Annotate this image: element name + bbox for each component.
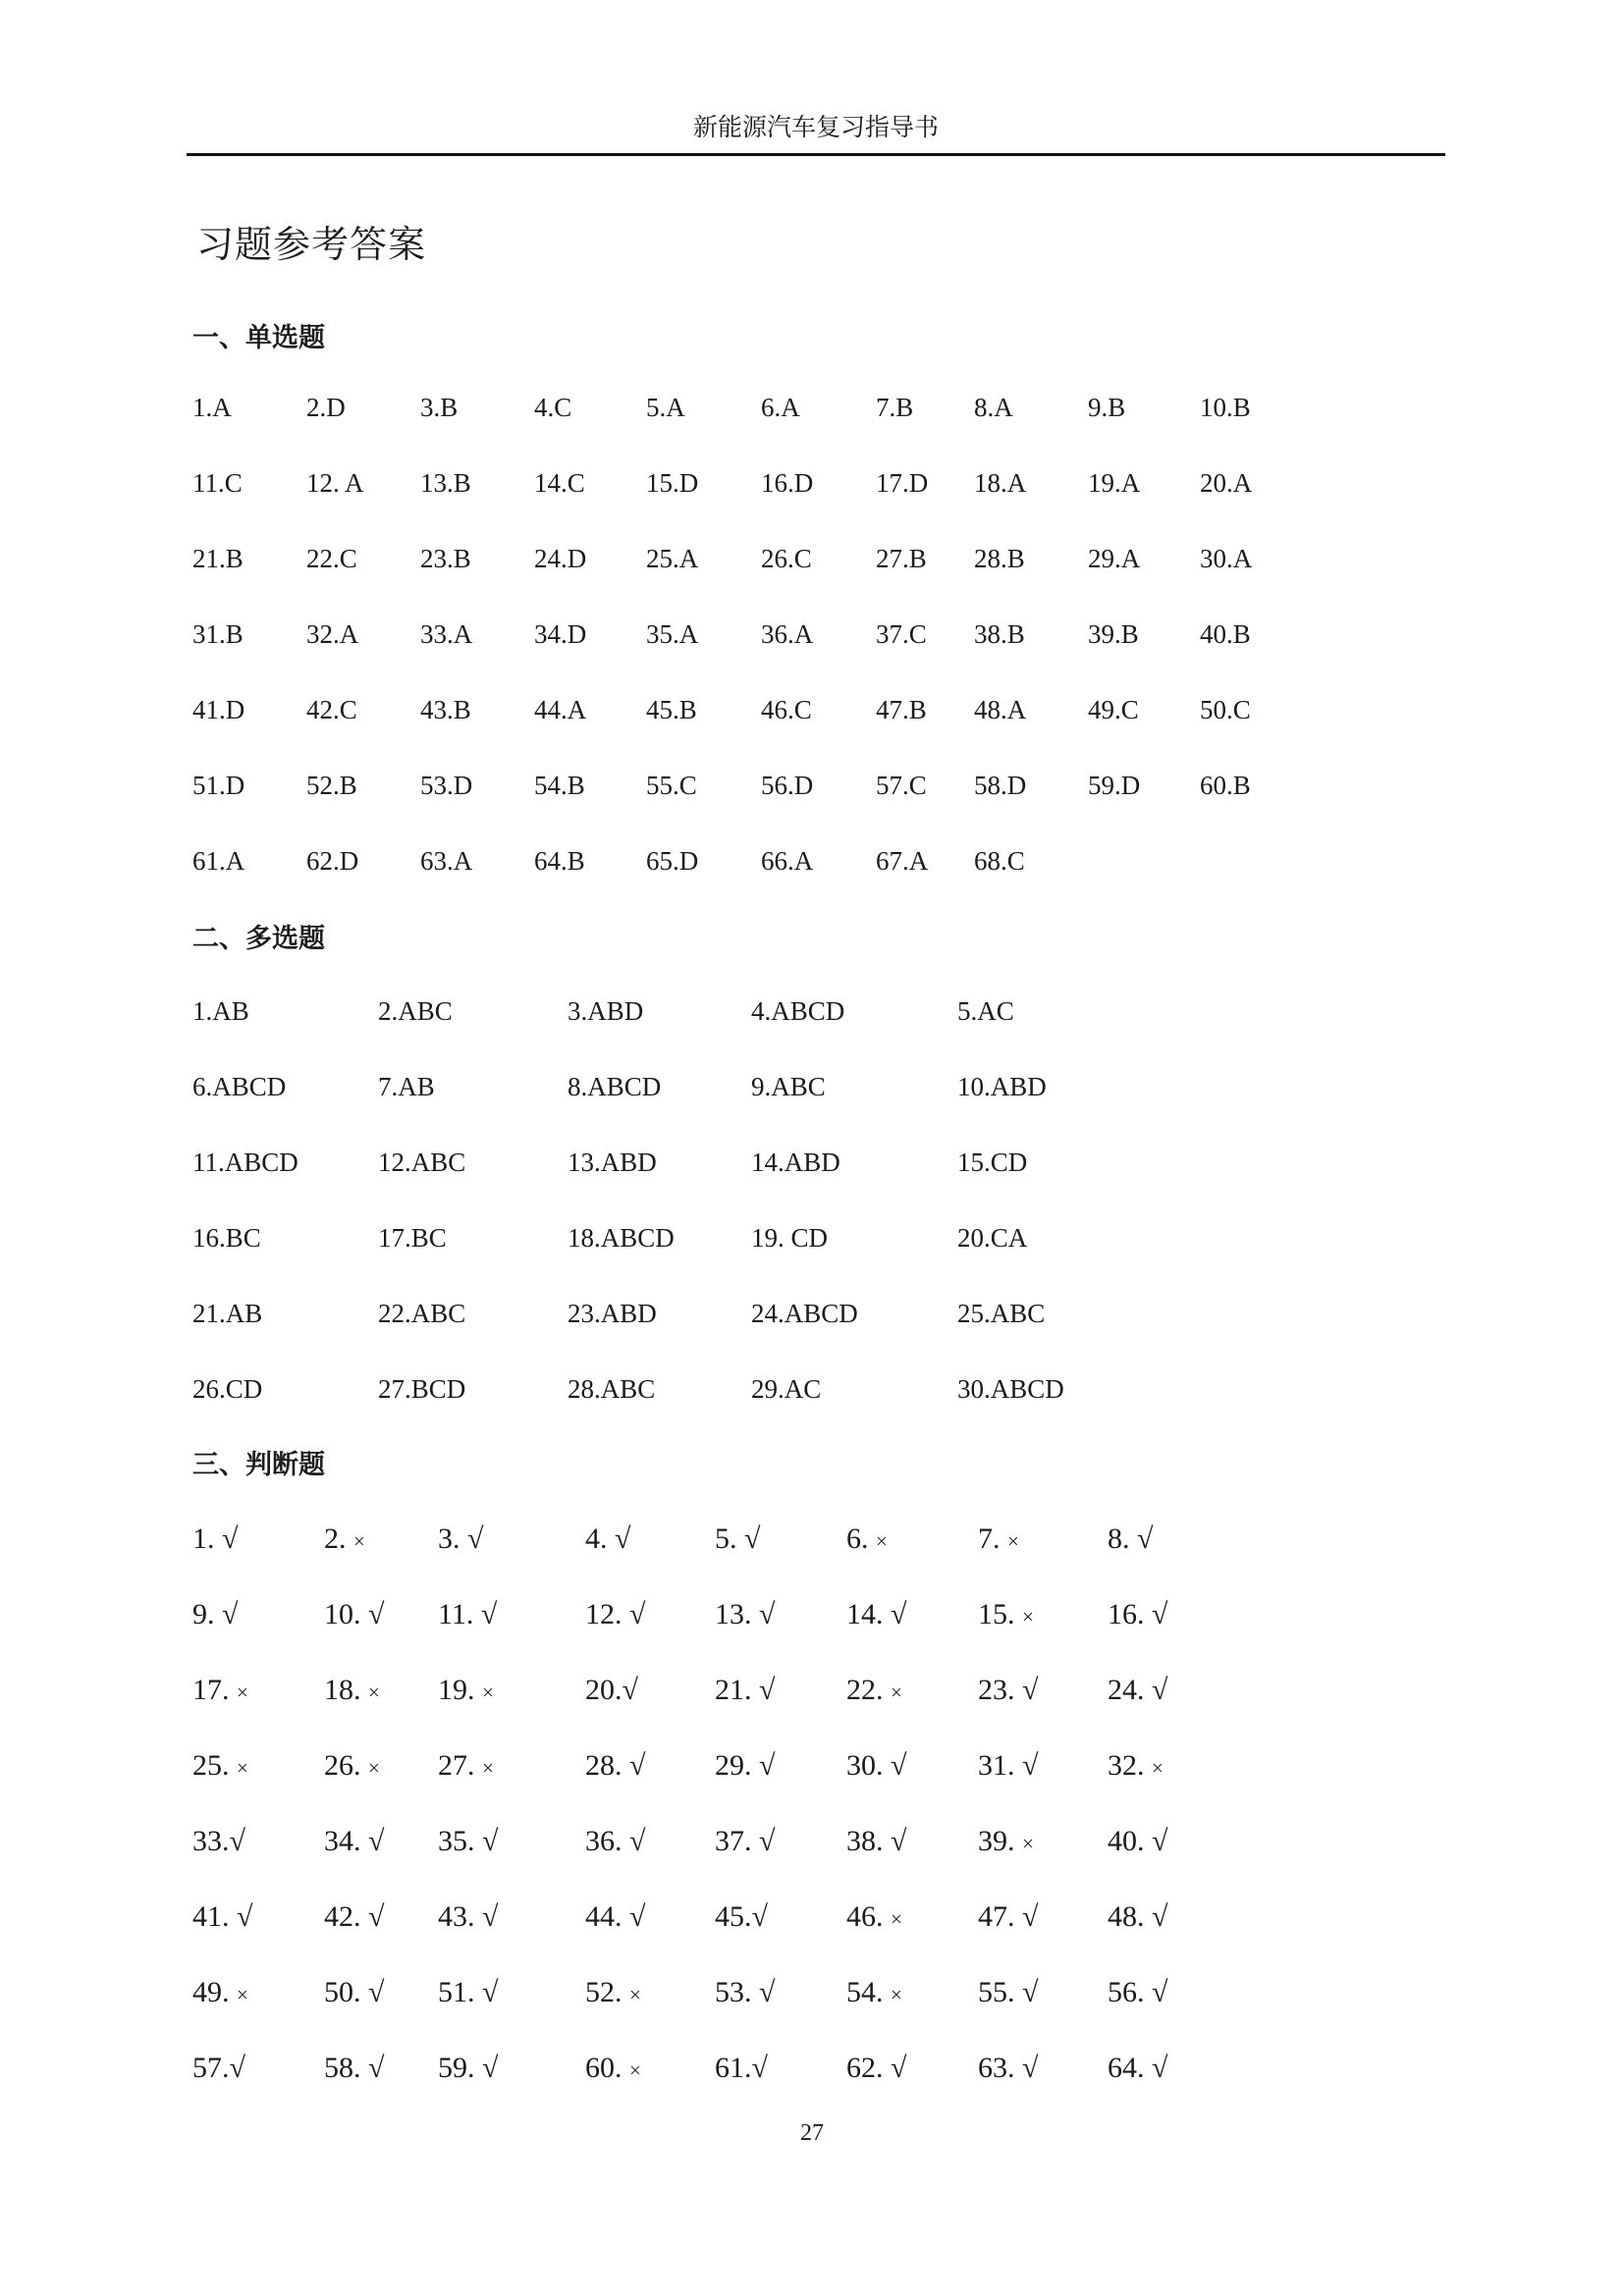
answer-item: 11.C bbox=[192, 468, 243, 498]
true-mark: √ bbox=[629, 1598, 646, 1630]
question-number: 64. bbox=[1108, 2052, 1152, 2084]
question-number: 33. bbox=[192, 1825, 230, 1857]
true-mark: √ bbox=[368, 1900, 385, 1933]
question-number: 12. bbox=[585, 1598, 629, 1630]
answer-item: 28.ABC bbox=[568, 1374, 656, 1404]
false-mark: × bbox=[368, 1756, 380, 1780]
question-number: 62. bbox=[846, 2052, 891, 2084]
true-mark: √ bbox=[482, 2052, 499, 2084]
answer-item bbox=[192, 1822, 245, 1861]
true-mark: √ bbox=[1022, 1900, 1039, 1933]
question-number: 7. bbox=[978, 1522, 1007, 1555]
answer-item: 2.ABC bbox=[378, 996, 453, 1026]
answer-item: 6.ABCD bbox=[192, 1072, 287, 1101]
question-number: 6. bbox=[846, 1522, 876, 1555]
true-mark: √ bbox=[368, 2052, 385, 2084]
answer-item: 43.B bbox=[420, 695, 471, 724]
true-mark: √ bbox=[629, 1825, 646, 1857]
true-mark: √ bbox=[615, 1522, 631, 1555]
question-number: 40. bbox=[1108, 1825, 1152, 1857]
true-mark: √ bbox=[759, 1674, 776, 1706]
answer-item bbox=[715, 1520, 760, 1559]
answer-item bbox=[192, 1520, 238, 1559]
answer-item: 12. A bbox=[306, 468, 364, 498]
true-mark: √ bbox=[751, 2052, 768, 2084]
question-number: 21. bbox=[715, 1674, 759, 1706]
question-number: 15. bbox=[978, 1598, 1022, 1630]
answer-item: 23.B bbox=[420, 544, 471, 573]
question-number: 34. bbox=[324, 1825, 368, 1857]
answer-item bbox=[324, 1746, 380, 1788]
true-mark: √ bbox=[229, 2052, 245, 2084]
answer-item bbox=[192, 1746, 248, 1788]
false-mark: × bbox=[891, 1681, 902, 1704]
answer-item bbox=[978, 1671, 1038, 1710]
true-mark: √ bbox=[1137, 1522, 1154, 1555]
answer-item bbox=[438, 1595, 497, 1634]
true-mark: √ bbox=[1152, 1674, 1168, 1706]
true-mark: √ bbox=[759, 1749, 776, 1782]
true-mark: √ bbox=[891, 1598, 907, 1630]
true-mark: √ bbox=[1152, 1976, 1168, 2008]
question-number: 55. bbox=[978, 1976, 1022, 2008]
true-mark: √ bbox=[629, 1900, 646, 1933]
answer-item: 8.ABCD bbox=[568, 1072, 662, 1101]
answer-item bbox=[846, 1822, 906, 1861]
answer-item: 9.B bbox=[1088, 393, 1126, 422]
question-number: 46. bbox=[846, 1900, 891, 1933]
answer-item: 54.B bbox=[534, 771, 585, 800]
question-number: 29. bbox=[715, 1749, 759, 1782]
answer-item: 42.C bbox=[306, 695, 357, 724]
false-mark: × bbox=[368, 1681, 380, 1704]
question-number: 35. bbox=[438, 1825, 482, 1857]
question-number: 59. bbox=[438, 2052, 482, 2084]
false-mark: × bbox=[629, 1983, 641, 2006]
true-mark: √ bbox=[759, 1825, 776, 1857]
answer-item: 59.D bbox=[1088, 771, 1141, 800]
question-number: 24. bbox=[1108, 1674, 1152, 1706]
answer-item bbox=[585, 2049, 641, 2090]
answer-item bbox=[585, 1520, 630, 1559]
question-number: 10. bbox=[324, 1598, 368, 1630]
answer-item: 49.C bbox=[1088, 695, 1139, 724]
answer-item: 50.C bbox=[1200, 695, 1251, 724]
true-mark: √ bbox=[222, 1598, 239, 1630]
true-mark: √ bbox=[1152, 1825, 1168, 1857]
answer-item bbox=[438, 1520, 483, 1559]
answer-item bbox=[585, 1973, 641, 2014]
answer-item bbox=[1108, 1897, 1167, 1937]
answer-item: 48.A bbox=[974, 695, 1027, 724]
question-number: 20. bbox=[585, 1674, 623, 1706]
question-number: 32. bbox=[1108, 1749, 1152, 1782]
answer-item: 20.CA bbox=[957, 1223, 1028, 1253]
answer-item bbox=[1108, 2049, 1167, 2088]
answer-item: 21.B bbox=[192, 544, 244, 573]
answer-item: 4.C bbox=[534, 393, 572, 422]
answer-item: 38.B bbox=[974, 619, 1025, 649]
answer-item: 22.C bbox=[306, 544, 357, 573]
answer-item bbox=[324, 1897, 384, 1937]
question-number: 18. bbox=[324, 1674, 368, 1706]
true-mark: √ bbox=[629, 1749, 646, 1782]
true-mark: √ bbox=[891, 1749, 907, 1782]
answer-item: 10.ABD bbox=[957, 1072, 1047, 1101]
answer-item: 12.ABC bbox=[378, 1148, 466, 1177]
answer-item bbox=[715, 1822, 775, 1861]
answer-item bbox=[324, 1822, 384, 1861]
answer-item: 22.ABC bbox=[378, 1299, 466, 1328]
question-number: 61. bbox=[715, 2052, 752, 2084]
answer-item: 14.ABD bbox=[751, 1148, 840, 1177]
answer-item: 35.A bbox=[646, 619, 699, 649]
question-number: 60. bbox=[585, 2052, 629, 2084]
question-number: 44. bbox=[585, 1900, 629, 1933]
answer-item: 23.ABD bbox=[568, 1299, 657, 1328]
answer-item: 25.ABC bbox=[957, 1299, 1046, 1328]
answer-item bbox=[715, 1746, 775, 1786]
question-number: 37. bbox=[715, 1825, 759, 1857]
answer-item: 45.B bbox=[646, 695, 697, 724]
answer-item bbox=[846, 1671, 902, 1712]
false-mark: × bbox=[482, 1756, 494, 1780]
answer-item: 16.BC bbox=[192, 1223, 261, 1253]
answer-item: 29.AC bbox=[751, 1374, 822, 1404]
answer-item bbox=[585, 1595, 645, 1634]
running-header bbox=[187, 108, 1445, 156]
answer-item: 61.A bbox=[192, 846, 245, 876]
page-number: 27 bbox=[800, 2120, 824, 2146]
answer-item bbox=[1108, 1746, 1164, 1788]
true-mark: √ bbox=[1152, 1598, 1168, 1630]
false-mark: × bbox=[482, 1681, 494, 1704]
answer-item bbox=[438, 2049, 498, 2088]
answer-item: 63.A bbox=[420, 846, 473, 876]
answer-item bbox=[438, 1973, 498, 2012]
answer-item: 68.C bbox=[974, 846, 1025, 876]
answer-item: 56.D bbox=[761, 771, 814, 800]
question-number: 23. bbox=[978, 1674, 1022, 1706]
true-mark: √ bbox=[482, 1900, 499, 1933]
answer-item bbox=[324, 2049, 384, 2088]
answer-item bbox=[192, 1595, 238, 1634]
question-number: 13. bbox=[715, 1598, 759, 1630]
answer-item: 7.B bbox=[876, 393, 914, 422]
question-number: 54. bbox=[846, 1976, 891, 2008]
answer-item: 47.B bbox=[876, 695, 927, 724]
question-number: 56. bbox=[1108, 1976, 1152, 2008]
answer-item bbox=[1108, 1520, 1153, 1559]
answer-item: 13.B bbox=[420, 468, 471, 498]
true-mark: √ bbox=[1022, 2052, 1039, 2084]
true-mark: √ bbox=[237, 1900, 253, 1933]
answer-item bbox=[978, 1746, 1038, 1786]
question-number: 42. bbox=[324, 1900, 368, 1933]
answer-item bbox=[715, 2049, 768, 2088]
true-mark: √ bbox=[1152, 1900, 1168, 1933]
question-number: 14. bbox=[846, 1598, 891, 1630]
answer-item bbox=[192, 2049, 245, 2088]
false-mark: × bbox=[237, 1681, 248, 1704]
answer-item: 15.D bbox=[646, 468, 699, 498]
answer-item: 7.AB bbox=[378, 1072, 435, 1101]
true-mark: √ bbox=[759, 1976, 776, 2008]
answer-item bbox=[715, 1671, 775, 1710]
question-number: 4. bbox=[585, 1522, 615, 1555]
answer-item: 17.D bbox=[876, 468, 929, 498]
answer-item: 15.CD bbox=[957, 1148, 1028, 1177]
false-mark: × bbox=[237, 1983, 248, 2006]
answer-item: 3.ABD bbox=[568, 996, 644, 1026]
answer-item bbox=[1108, 1973, 1167, 2012]
true-mark: √ bbox=[751, 1900, 768, 1933]
answer-item: 58.D bbox=[974, 771, 1027, 800]
answer-item bbox=[438, 1746, 494, 1788]
answer-item: 65.D bbox=[646, 846, 699, 876]
answer-item bbox=[585, 1822, 645, 1861]
true-mark: √ bbox=[744, 1522, 761, 1555]
answer-item: 26.CD bbox=[192, 1374, 263, 1404]
question-number: 58. bbox=[324, 2052, 368, 2084]
answer-item: 51.D bbox=[192, 771, 245, 800]
false-mark: × bbox=[353, 1529, 365, 1553]
true-mark: √ bbox=[480, 1598, 498, 1630]
answer-item: 19.A bbox=[1088, 468, 1141, 498]
question-number: 43. bbox=[438, 1900, 482, 1933]
question-number: 48. bbox=[1108, 1900, 1152, 1933]
answer-item: 13.ABD bbox=[568, 1148, 657, 1177]
false-mark: × bbox=[1007, 1529, 1019, 1553]
answer-item: 30.A bbox=[1200, 544, 1253, 573]
question-number: 16. bbox=[1108, 1598, 1152, 1630]
answer-item bbox=[978, 1520, 1019, 1561]
answer-item bbox=[846, 1973, 902, 2014]
answer-item: 55.C bbox=[646, 771, 697, 800]
question-number: 52. bbox=[585, 1976, 629, 2008]
question-number: 1. bbox=[192, 1522, 222, 1555]
answer-item bbox=[978, 1822, 1034, 1863]
question-number: 5. bbox=[715, 1522, 744, 1555]
answer-item: 26.C bbox=[761, 544, 812, 573]
true-mark: √ bbox=[368, 1976, 385, 2008]
page-title: 习题参考答案 bbox=[196, 223, 427, 266]
answer-item bbox=[715, 1595, 775, 1634]
true-mark: √ bbox=[467, 1522, 484, 1555]
answer-item: 33.A bbox=[420, 619, 473, 649]
true-mark: √ bbox=[482, 1976, 499, 2008]
question-number: 38. bbox=[846, 1825, 891, 1857]
answer-item: 64.B bbox=[534, 846, 585, 876]
answer-item: 18.ABCD bbox=[568, 1223, 675, 1253]
question-number: 19. bbox=[438, 1674, 482, 1706]
false-mark: × bbox=[1022, 1832, 1034, 1855]
answer-item bbox=[846, 1520, 888, 1561]
answer-item: 2.D bbox=[306, 393, 346, 422]
answer-item: 1.A bbox=[192, 393, 232, 422]
answer-item: 19. CD bbox=[751, 1223, 829, 1253]
answer-item bbox=[438, 1897, 498, 1937]
answer-item bbox=[324, 1595, 384, 1634]
answer-item: 39.B bbox=[1088, 619, 1139, 649]
section-heading-true-false: 三、判断题 bbox=[192, 1450, 325, 1480]
question-number: 8. bbox=[1108, 1522, 1137, 1555]
answer-item bbox=[978, 1897, 1038, 1937]
question-number: 9. bbox=[192, 1598, 222, 1630]
answer-item: 60.B bbox=[1200, 771, 1251, 800]
answer-item bbox=[846, 1595, 906, 1634]
question-number: 3. bbox=[438, 1522, 467, 1555]
answer-item: 32.A bbox=[306, 619, 359, 649]
answer-item: 18.A bbox=[974, 468, 1027, 498]
answer-item: 9.ABC bbox=[751, 1072, 826, 1101]
answer-item: 25.A bbox=[646, 544, 699, 573]
answer-item: 36.A bbox=[761, 619, 814, 649]
false-mark: × bbox=[237, 1756, 248, 1780]
answer-item: 53.D bbox=[420, 771, 473, 800]
false-mark: × bbox=[1152, 1756, 1164, 1780]
answer-item: 44.A bbox=[534, 695, 587, 724]
question-number: 45. bbox=[715, 1900, 752, 1933]
true-mark: √ bbox=[1152, 2052, 1168, 2084]
question-number: 39. bbox=[978, 1825, 1022, 1857]
true-mark: √ bbox=[891, 1825, 907, 1857]
answer-item bbox=[978, 1595, 1034, 1636]
question-number: 30. bbox=[846, 1749, 891, 1782]
answer-item: 24.D bbox=[534, 544, 587, 573]
answer-item: 17.BC bbox=[378, 1223, 447, 1253]
answer-item bbox=[438, 1671, 494, 1712]
answer-item: 66.A bbox=[761, 846, 814, 876]
answer-item: 27.BCD bbox=[378, 1374, 466, 1404]
answer-item: 41.D bbox=[192, 695, 245, 724]
true-mark: √ bbox=[759, 1598, 776, 1630]
answer-item bbox=[715, 1897, 768, 1937]
question-number: 27. bbox=[438, 1749, 482, 1782]
section-heading-single-choice: 一、单选题 bbox=[192, 323, 325, 353]
false-mark: × bbox=[876, 1529, 888, 1553]
answer-item: 29.A bbox=[1088, 544, 1141, 573]
answer-item: 5.AC bbox=[957, 996, 1014, 1026]
question-number: 22. bbox=[846, 1674, 891, 1706]
answer-item: 46.C bbox=[761, 695, 812, 724]
answer-item: 40.B bbox=[1200, 619, 1251, 649]
true-mark: √ bbox=[222, 1522, 239, 1555]
answer-item: 21.AB bbox=[192, 1299, 263, 1328]
answer-item: 5.A bbox=[646, 393, 685, 422]
answer-item: 11.ABCD bbox=[192, 1148, 298, 1177]
false-mark: × bbox=[629, 2058, 641, 2082]
answer-item: 37.C bbox=[876, 619, 927, 649]
answer-item bbox=[978, 2049, 1038, 2088]
answer-item: 14.C bbox=[534, 468, 585, 498]
answer-item bbox=[1108, 1671, 1167, 1710]
answer-item: 34.D bbox=[534, 619, 587, 649]
question-number: 26. bbox=[324, 1749, 368, 1782]
question-number: 31. bbox=[978, 1749, 1022, 1782]
answer-item bbox=[846, 2049, 906, 2088]
question-number: 47. bbox=[978, 1900, 1022, 1933]
true-mark: √ bbox=[891, 2052, 907, 2084]
answer-item bbox=[192, 1897, 252, 1937]
answer-item: 57.C bbox=[876, 771, 927, 800]
question-number: 49. bbox=[192, 1976, 237, 2008]
answer-item: 67.A bbox=[876, 846, 929, 876]
answer-item: 24.ABCD bbox=[751, 1299, 858, 1328]
answer-item bbox=[846, 1897, 902, 1939]
answer-item: 16.D bbox=[761, 468, 814, 498]
answer-item: 30.ABCD bbox=[957, 1374, 1064, 1404]
answer-item: 1.AB bbox=[192, 996, 249, 1026]
section-heading-multiple-choice: 二、多选题 bbox=[192, 924, 325, 954]
running-header-title: 新能源汽车复习指导书 bbox=[692, 113, 939, 141]
question-number: 41. bbox=[192, 1900, 237, 1933]
true-mark: √ bbox=[1022, 1674, 1039, 1706]
answer-item bbox=[192, 1973, 248, 2014]
answer-item: 20.A bbox=[1200, 468, 1253, 498]
answer-item bbox=[324, 1520, 365, 1561]
answer-item: 62.D bbox=[306, 846, 359, 876]
question-number: 51. bbox=[438, 1976, 482, 2008]
question-number: 17. bbox=[192, 1674, 237, 1706]
question-number: 2. bbox=[324, 1522, 353, 1555]
answer-item: 27.B bbox=[876, 544, 927, 573]
question-number: 25. bbox=[192, 1749, 237, 1782]
answer-item: 4.ABCD bbox=[751, 996, 845, 1026]
answer-item: 8.A bbox=[974, 393, 1013, 422]
answer-item: 28.B bbox=[974, 544, 1025, 573]
answer-item bbox=[1108, 1822, 1167, 1861]
answer-item: 10.B bbox=[1200, 393, 1251, 422]
true-mark: √ bbox=[368, 1598, 385, 1630]
answer-item: 3.B bbox=[420, 393, 459, 422]
answer-item bbox=[715, 1973, 775, 2012]
answer-item bbox=[978, 1973, 1038, 2012]
answer-item bbox=[585, 1671, 638, 1710]
answer-item bbox=[192, 1671, 248, 1712]
answer-item bbox=[324, 1973, 384, 2012]
true-mark: √ bbox=[482, 1825, 499, 1857]
answer-item bbox=[585, 1897, 645, 1937]
answer-item bbox=[846, 1746, 906, 1786]
question-number: 28. bbox=[585, 1749, 629, 1782]
false-mark: × bbox=[891, 1983, 902, 2006]
question-number: 11. bbox=[438, 1598, 481, 1630]
true-mark: √ bbox=[1022, 1749, 1039, 1782]
answer-item bbox=[1108, 1595, 1167, 1634]
answer-item bbox=[438, 1822, 498, 1861]
question-number: 53. bbox=[715, 1976, 759, 2008]
answer-item bbox=[585, 1746, 645, 1786]
answer-item: 31.B bbox=[192, 619, 244, 649]
true-mark: √ bbox=[1022, 1976, 1039, 2008]
true-mark: √ bbox=[368, 1825, 385, 1857]
answer-item bbox=[324, 1671, 380, 1712]
question-number: 57. bbox=[192, 2052, 230, 2084]
question-number: 63. bbox=[978, 2052, 1022, 2084]
answer-item: 6.A bbox=[761, 393, 800, 422]
true-mark: √ bbox=[622, 1674, 638, 1706]
answer-item: 52.B bbox=[306, 771, 357, 800]
true-mark: √ bbox=[229, 1825, 245, 1857]
question-number: 36. bbox=[585, 1825, 629, 1857]
question-number: 50. bbox=[324, 1976, 368, 2008]
false-mark: × bbox=[1022, 1605, 1034, 1629]
false-mark: × bbox=[891, 1907, 902, 1931]
